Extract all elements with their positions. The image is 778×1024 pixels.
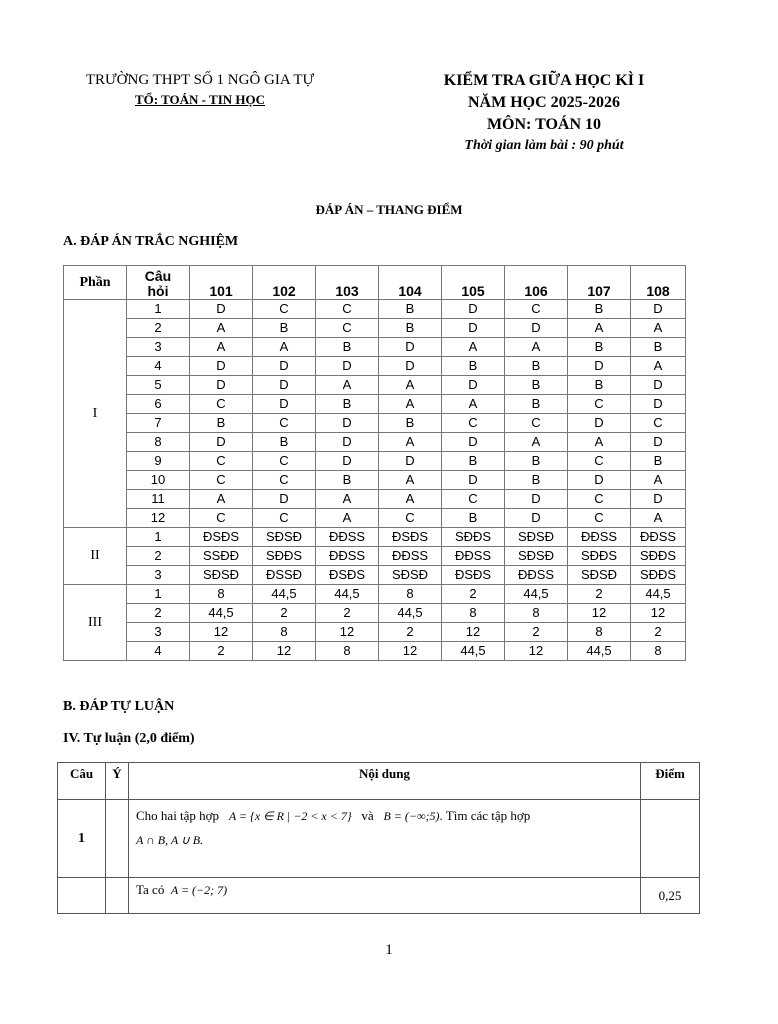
answer-cell: C [316, 300, 379, 319]
essay-table-header [58, 763, 700, 800]
part-label: III [64, 585, 127, 661]
answer-cell: ĐĐSS [442, 547, 505, 566]
answer-cell: A [379, 376, 442, 395]
answer-cell: ĐSĐS [379, 528, 442, 547]
essay-table [57, 762, 700, 914]
answer-cell: D [568, 357, 631, 376]
answer-cell: C [190, 452, 253, 471]
answer-cell: C [253, 471, 316, 490]
answer-cell: 2 [316, 604, 379, 623]
answer-table-body [64, 300, 686, 661]
answer-row [64, 509, 686, 528]
question-line-2 [136, 828, 633, 852]
question-cell: 11 [127, 490, 190, 509]
answer-cell: B [190, 414, 253, 433]
answer-cell: D [631, 490, 686, 509]
answer-cell: C [190, 509, 253, 528]
question-cell: 9 [127, 452, 190, 471]
answer-cell: A [442, 395, 505, 414]
answer-row [64, 566, 686, 585]
answer-cell: D [631, 395, 686, 414]
answer-cell: SĐĐS [253, 547, 316, 566]
answer-table-header [64, 266, 686, 300]
question-cell: 1 [127, 528, 190, 547]
answer-cell: C [253, 452, 316, 471]
answer-cell: D [631, 433, 686, 452]
answer-cell: 8 [442, 604, 505, 623]
answer-cell: 8 [568, 623, 631, 642]
question-cell: 3 [127, 566, 190, 585]
answer-cell: B [442, 452, 505, 471]
answer-cell: C [253, 300, 316, 319]
answer-cell: SĐSĐ [190, 566, 253, 585]
answer-cell: 12 [631, 604, 686, 623]
answer-cell: 44,5 [379, 604, 442, 623]
header-question-line: hỏi [147, 283, 169, 299]
header-part: Phần [64, 266, 127, 300]
question-cell: 4 [127, 357, 190, 376]
answer-cell: D [190, 357, 253, 376]
answer-cell: D [442, 300, 505, 319]
question-cell: 2 [127, 604, 190, 623]
answer-cell: B [316, 395, 379, 414]
answer-cell: D [253, 357, 316, 376]
answer-cell: D [442, 471, 505, 490]
answer-cell: B [505, 471, 568, 490]
answer-cell: 44,5 [253, 585, 316, 604]
answer-row [64, 395, 686, 414]
answer-cell: B [253, 319, 316, 338]
answer-cell: D [505, 509, 568, 528]
header-code-108: 108 [631, 266, 686, 300]
answer-cell: 8 [190, 585, 253, 604]
step-points: 0,25 [641, 878, 700, 914]
answer-cell: B [505, 452, 568, 471]
answer-cell: A [190, 338, 253, 357]
answer-cell: D [316, 357, 379, 376]
answer-row [64, 642, 686, 661]
answer-cell: D [379, 357, 442, 376]
question-text-2: . Tìm các tập hợp [439, 808, 531, 823]
header-left [40, 70, 360, 109]
department-name: TỔ: TOÁN - TIN HỌC [134, 92, 266, 107]
essay-header-y: Ý [106, 763, 129, 800]
answer-row [64, 452, 686, 471]
answer-cell: ĐĐSS [316, 547, 379, 566]
answer-cell: 8 [631, 642, 686, 661]
answer-cell: SĐĐS [631, 547, 686, 566]
question-cell: 1 [127, 300, 190, 319]
answer-cell: C [505, 300, 568, 319]
question-cell: 2 [127, 547, 190, 566]
header-right [400, 70, 688, 156]
answer-cell: C [568, 452, 631, 471]
exam-time: Thời gian làm bài : 90 phút [464, 138, 624, 153]
answer-cell: A [379, 490, 442, 509]
answer-cell: A [631, 357, 686, 376]
question-cell: 1 [127, 585, 190, 604]
section-iv-heading: IV. Tự luận (2,0 điểm) [63, 731, 195, 746]
step-text: Ta có [136, 882, 165, 897]
doc-title: ĐÁP ÁN – THANG ĐIỂM [315, 202, 463, 217]
answer-cell: 2 [442, 585, 505, 604]
answer-cell: SĐĐS [568, 547, 631, 566]
answer-row [64, 604, 686, 623]
header-code-106: 106 [505, 266, 568, 300]
answer-cell: 2 [253, 604, 316, 623]
answer-cell: C [568, 509, 631, 528]
question-text-1: Cho hai tập hợp [136, 808, 220, 823]
answer-cell: 2 [379, 623, 442, 642]
answer-cell: A [568, 319, 631, 338]
set-b-definition: B = (−∞;5) [383, 809, 440, 823]
answer-cell: 44,5 [442, 642, 505, 661]
answer-cell: ĐSĐS [190, 528, 253, 547]
answer-cell: ĐĐSS [379, 547, 442, 566]
question-cell: 3 [127, 623, 190, 642]
step-content [129, 878, 641, 914]
step-question [58, 878, 106, 914]
essay-row-question [58, 800, 700, 878]
answer-cell: A [316, 509, 379, 528]
answer-cell: D [442, 319, 505, 338]
answer-cell: B [442, 357, 505, 376]
question-points [641, 800, 700, 878]
answer-cell: B [316, 471, 379, 490]
answer-cell: D [442, 433, 505, 452]
answer-cell: SĐSĐ [379, 566, 442, 585]
answer-cell: A [379, 395, 442, 414]
answer-cell: C [631, 414, 686, 433]
answer-cell: B [316, 338, 379, 357]
header-question-line: Câu [144, 268, 172, 284]
answer-cell: A [190, 490, 253, 509]
answer-cell: ĐĐSS [631, 528, 686, 547]
part-label: I [64, 300, 127, 528]
question-cell: 6 [127, 395, 190, 414]
answer-cell: B [253, 433, 316, 452]
answer-cell: D [505, 319, 568, 338]
answer-cell: D [631, 300, 686, 319]
header-code-103: 103 [316, 266, 379, 300]
answer-cell: D [253, 376, 316, 395]
answer-cell: C [190, 471, 253, 490]
school-year: NĂM HỌC 2025-2026 [468, 94, 620, 111]
answer-cell: ĐĐSS [316, 528, 379, 547]
question-text-and: và [361, 808, 374, 823]
set-operations: A ∩ B, A ∪ B. [136, 833, 204, 847]
question-cell: 5 [127, 376, 190, 395]
answer-cell: A [316, 490, 379, 509]
answer-cell: 44,5 [505, 585, 568, 604]
answer-cell: 2 [631, 623, 686, 642]
answer-cell: A [316, 376, 379, 395]
answer-cell: B [631, 452, 686, 471]
answer-cell: B [505, 357, 568, 376]
set-a-definition: A = {x ∈ R | −2 < x < 7} [228, 809, 352, 823]
answer-cell: B [505, 376, 568, 395]
step-math: A = (−2; 7) [170, 883, 228, 897]
answer-row [64, 433, 686, 452]
answer-row [64, 547, 686, 566]
answer-cell: D [568, 414, 631, 433]
essay-header-cau: Câu [58, 763, 106, 800]
answer-cell: D [505, 490, 568, 509]
answer-cell: 2 [505, 623, 568, 642]
answer-cell: 8 [316, 642, 379, 661]
answer-cell: SĐSĐ [505, 528, 568, 547]
answer-cell: B [568, 376, 631, 395]
answer-cell: B [568, 300, 631, 319]
answer-cell: 2 [568, 585, 631, 604]
answer-cell: D [190, 433, 253, 452]
answer-cell: 12 [505, 642, 568, 661]
subject: MÔN: TOÁN 10 [486, 116, 602, 133]
answer-cell: 8 [379, 585, 442, 604]
answer-cell: D [442, 376, 505, 395]
answer-cell: 8 [253, 623, 316, 642]
answer-cell: SĐSĐ [505, 547, 568, 566]
answer-cell: 8 [505, 604, 568, 623]
answer-cell: 44,5 [568, 642, 631, 661]
answer-cell: 2 [190, 642, 253, 661]
question-cell: 8 [127, 433, 190, 452]
answer-cell: D [316, 452, 379, 471]
answer-cell: SĐSĐ [568, 566, 631, 585]
answer-cell: C [442, 414, 505, 433]
answer-cell: C [442, 490, 505, 509]
answer-cell: ĐSĐS [442, 566, 505, 585]
answer-cell: 12 [379, 642, 442, 661]
answer-cell: 44,5 [631, 585, 686, 604]
exam-title: KIỂM TRA GIỮA HỌC KÌ I [443, 72, 645, 89]
answer-cell: D [631, 376, 686, 395]
header-code-104: 104 [379, 266, 442, 300]
answer-row [64, 319, 686, 338]
answer-cell: A [379, 433, 442, 452]
answer-cell: C [253, 509, 316, 528]
essay-header-content: Nội dung [129, 763, 641, 800]
answer-cell: A [505, 433, 568, 452]
answer-cell: C [253, 414, 316, 433]
answer-cell: A [631, 319, 686, 338]
answer-row [64, 471, 686, 490]
question-cell: 3 [127, 338, 190, 357]
answer-cell: A [442, 338, 505, 357]
answer-cell: B [631, 338, 686, 357]
answer-cell: A [379, 471, 442, 490]
answer-row [64, 585, 686, 604]
answer-cell: B [568, 338, 631, 357]
answer-cell: A [253, 338, 316, 357]
answer-cell: SĐSĐ [253, 528, 316, 547]
answer-cell: B [379, 414, 442, 433]
answer-cell: D [316, 433, 379, 452]
header-code-107: 107 [568, 266, 631, 300]
answer-row [64, 623, 686, 642]
answer-cell: ĐĐSS [505, 566, 568, 585]
answer-cell: A [568, 433, 631, 452]
answer-cell: ĐSSĐ [253, 566, 316, 585]
answer-row [64, 414, 686, 433]
answer-cell: D [379, 452, 442, 471]
answer-cell: 12 [190, 623, 253, 642]
part-label: II [64, 528, 127, 585]
answer-cell: B [442, 509, 505, 528]
answer-row [64, 300, 686, 319]
question-line-1 [136, 804, 633, 828]
answer-cell: 44,5 [316, 585, 379, 604]
answer-cell: A [631, 471, 686, 490]
question-cell: 2 [127, 319, 190, 338]
answer-cell: A [505, 338, 568, 357]
answer-cell: D [316, 414, 379, 433]
page-number: 1 [385, 942, 393, 958]
school-name: TRƯỜNG THPT SỐ 1 NGÔ GIA TỰ [85, 72, 315, 88]
answer-row [64, 528, 686, 547]
answer-cell: D [190, 300, 253, 319]
answer-cell: C [568, 395, 631, 414]
answer-cell: C [568, 490, 631, 509]
question-sub [106, 800, 129, 878]
essay-row-step [58, 878, 700, 914]
answer-cell: SĐĐS [631, 566, 686, 585]
question-cell: 10 [127, 471, 190, 490]
section-a-heading: A. ĐÁP ÁN TRẮC NGHIỆM [63, 234, 239, 249]
answer-cell: B [379, 300, 442, 319]
answer-cell: 44,5 [190, 604, 253, 623]
answer-cell: ĐĐSS [568, 528, 631, 547]
answer-cell: ĐSĐS [316, 566, 379, 585]
question-cell: 7 [127, 414, 190, 433]
answer-cell: D [253, 395, 316, 414]
section-b-heading: B. ĐÁP TỰ LUẬN [63, 699, 175, 714]
answer-cell: A [190, 319, 253, 338]
essay-header-points: Điểm [641, 763, 700, 800]
answer-row [64, 357, 686, 376]
answer-cell: 12 [253, 642, 316, 661]
answer-cell: B [505, 395, 568, 414]
answer-cell: D [190, 376, 253, 395]
answer-cell: B [379, 319, 442, 338]
header-question [127, 266, 190, 300]
answer-cell: D [379, 338, 442, 357]
header-code-102: 102 [253, 266, 316, 300]
header-code-101: 101 [190, 266, 253, 300]
answer-cell: D [568, 471, 631, 490]
answer-cell: 12 [316, 623, 379, 642]
question-content [129, 800, 641, 878]
answer-row [64, 338, 686, 357]
header-code-105: 105 [442, 266, 505, 300]
question-cell: 4 [127, 642, 190, 661]
answer-cell: C [316, 319, 379, 338]
answer-cell: C [379, 509, 442, 528]
step-sub [106, 878, 129, 914]
answer-cell: D [253, 490, 316, 509]
answer-cell: SĐĐS [442, 528, 505, 547]
answer-row [64, 490, 686, 509]
answer-cell: A [631, 509, 686, 528]
answer-row [64, 376, 686, 395]
answer-cell: 12 [568, 604, 631, 623]
answer-table [63, 265, 686, 661]
question-cell: 12 [127, 509, 190, 528]
answer-cell: C [505, 414, 568, 433]
answer-cell: SSĐĐ [190, 547, 253, 566]
answer-cell: 12 [442, 623, 505, 642]
answer-cell: C [190, 395, 253, 414]
question-number: 1 [58, 800, 106, 878]
